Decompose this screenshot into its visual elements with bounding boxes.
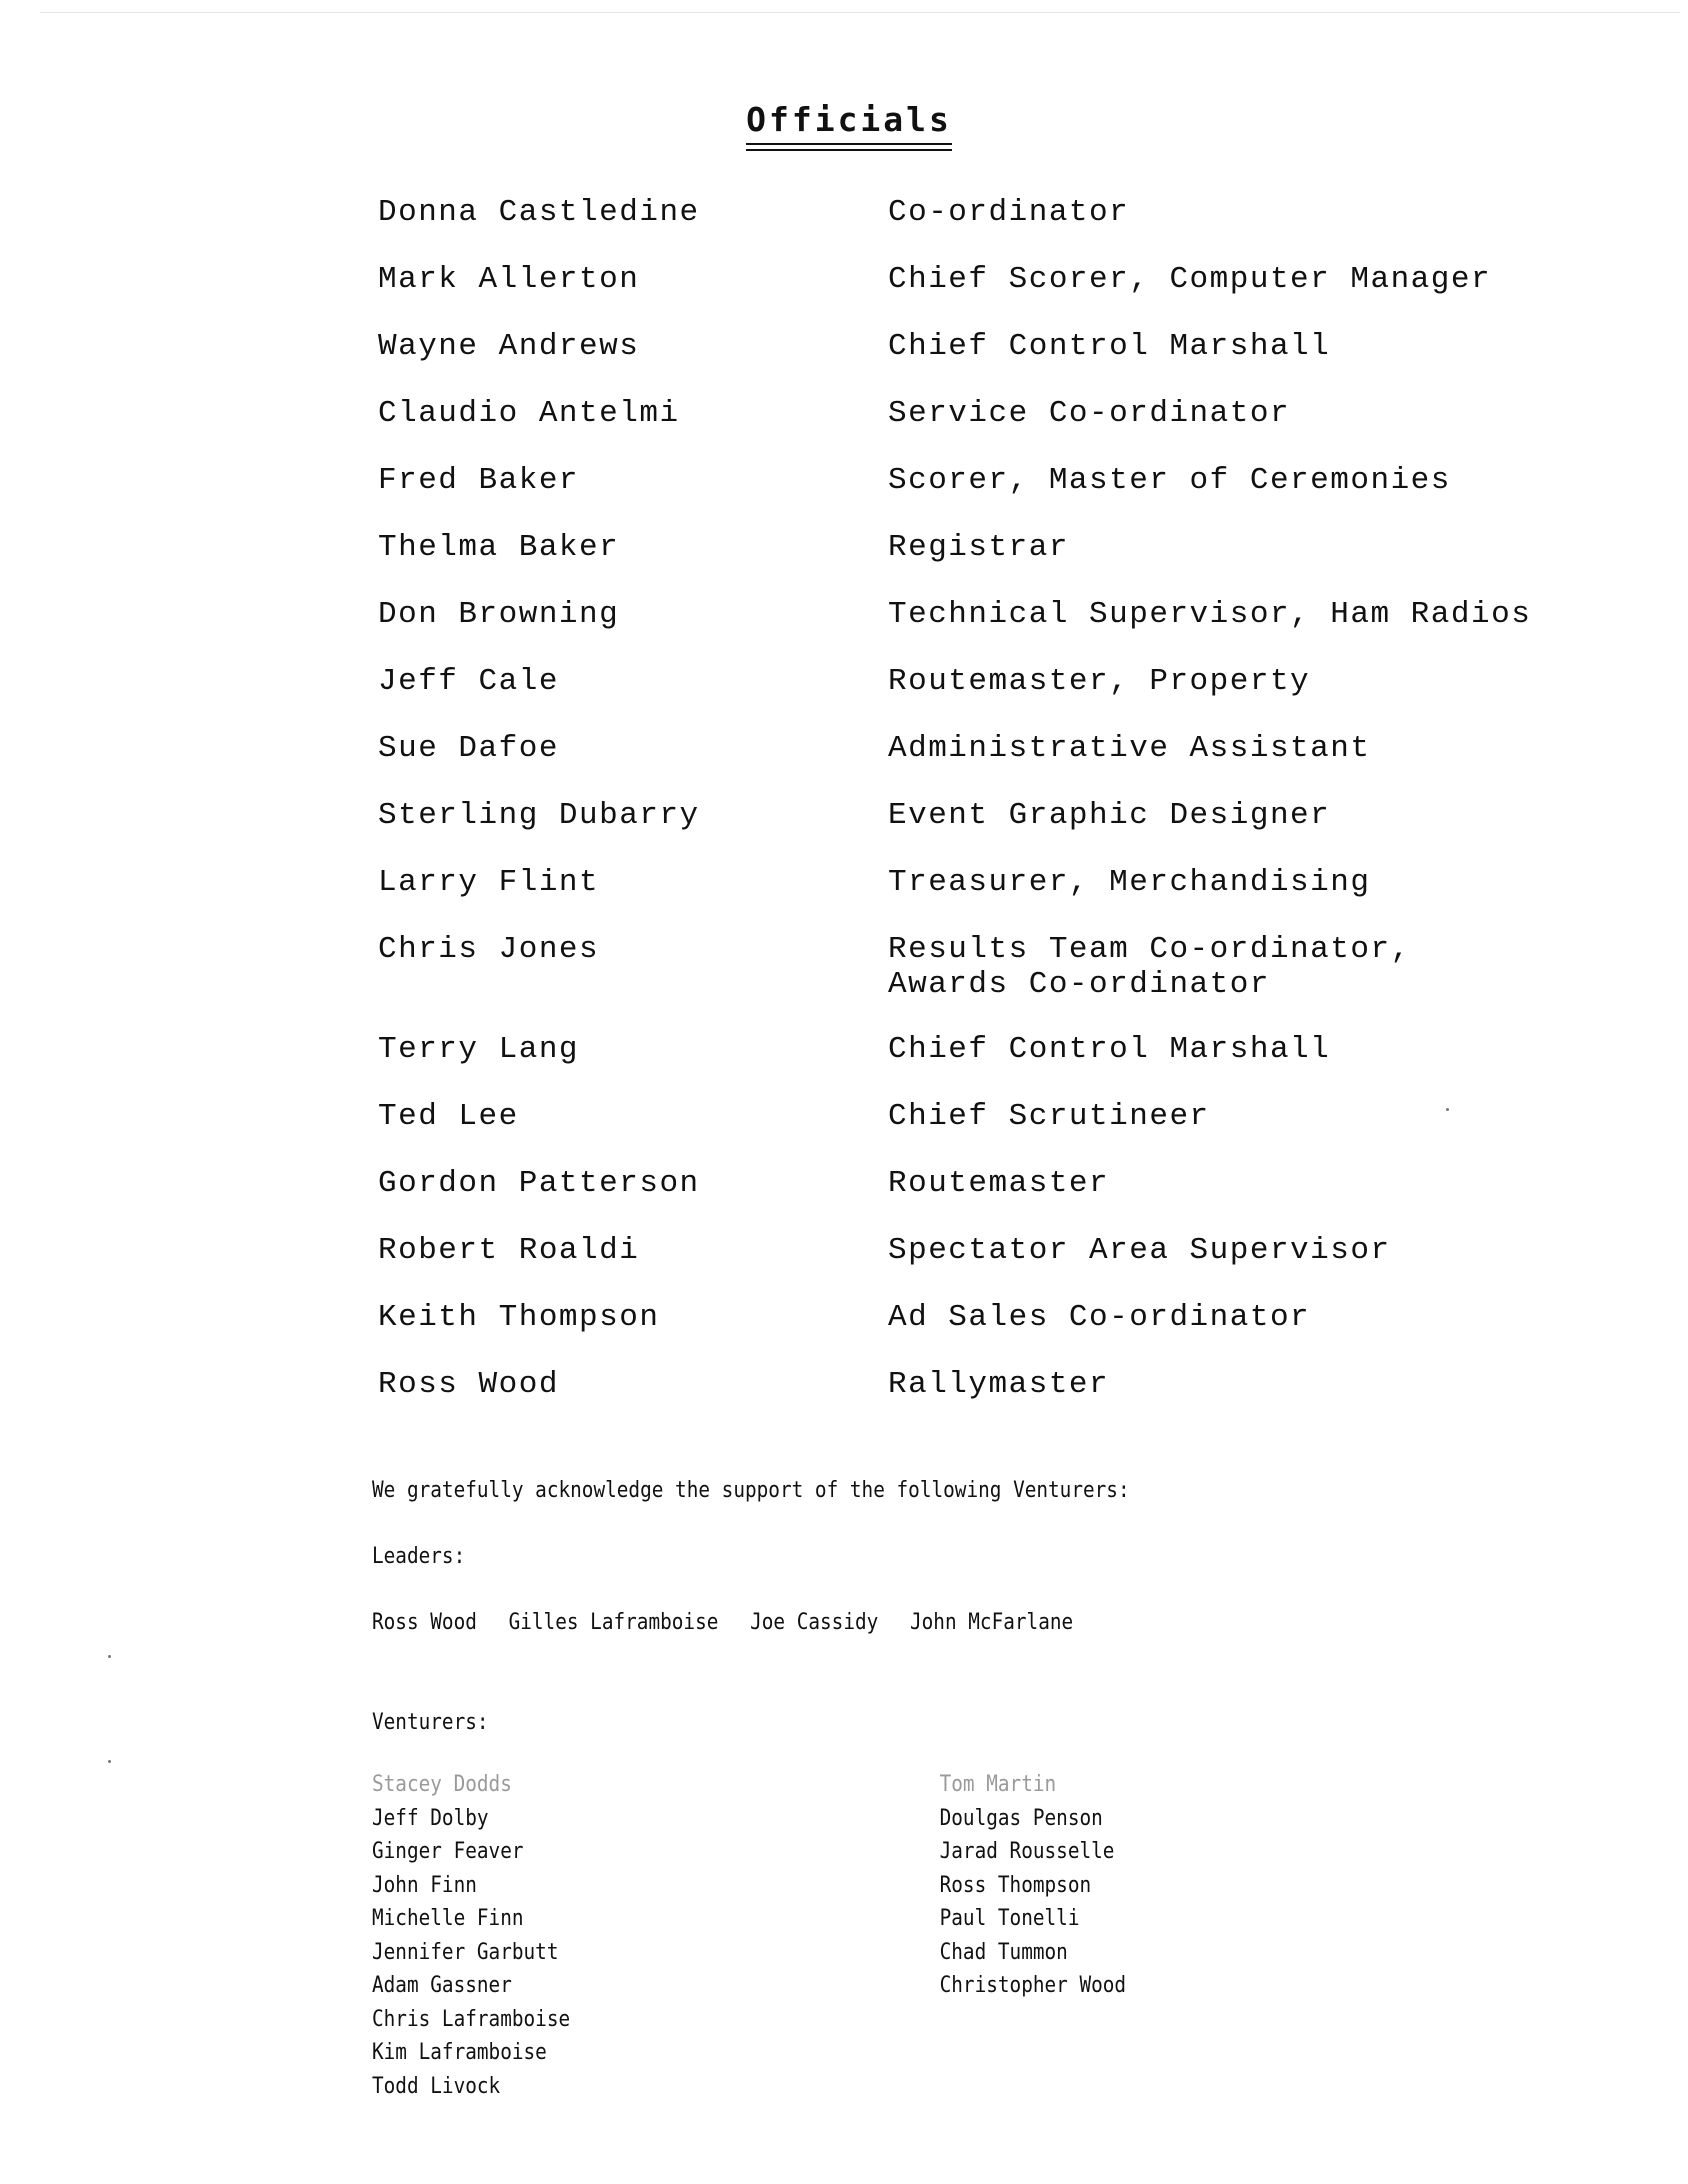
official-row	[378, 865, 1578, 932]
official-name: Jeff Cale	[378, 664, 559, 699]
official-row	[378, 1166, 1578, 1233]
official-name: Sue Dafoe	[378, 731, 559, 766]
page-title-text: Officials	[746, 100, 952, 145]
official-role-line: Routemaster, Property	[888, 664, 1311, 699]
official-row	[378, 597, 1578, 664]
venturer-name: Chris Laframboise	[372, 2006, 571, 2032]
official-role-line: Service Co-ordinator	[888, 396, 1291, 431]
official-role-line: Chief Scrutineer	[888, 1099, 1210, 1134]
venturers-column-left	[372, 1768, 940, 2103]
official-role	[888, 664, 1310, 699]
venturer-name: Jennifer Garbutt	[372, 1939, 559, 1965]
official-name: Keith Thompson	[378, 1300, 660, 1335]
official-name: Ross Wood	[378, 1367, 559, 1402]
venturer-name: Chad Tummon	[939, 1939, 1068, 1965]
official-row	[378, 731, 1578, 798]
leaders-list	[372, 1610, 1507, 1710]
official-role	[888, 731, 1370, 766]
leader-name: Ross Wood	[372, 1610, 477, 1635]
official-role	[888, 195, 1129, 230]
official-role-line: Results Team Co-ordinator,	[888, 932, 1411, 967]
scan-speck	[108, 1760, 111, 1763]
acknowledgement-text: We gratefully acknowledge the support of the following Venturers:	[372, 1478, 1130, 1503]
official-role	[888, 530, 1069, 565]
official-name: Donna Castledine	[378, 195, 700, 230]
venturer-name: Adam Gassner	[372, 1973, 512, 1998]
official-role-line: Chief Scorer, Computer Manager	[888, 262, 1492, 297]
official-row	[378, 1233, 1578, 1300]
official-role	[888, 262, 1491, 297]
official-role-line: Event Graphic Designer	[888, 798, 1331, 833]
official-role	[888, 597, 1531, 632]
official-name: Don Browning	[378, 597, 620, 632]
official-name: Robert Roaldi	[378, 1233, 640, 1268]
official-role	[888, 1099, 1210, 1134]
official-row	[378, 463, 1578, 530]
venturer-name: Tom Martin	[939, 1772, 1057, 1797]
venturer-name: Ginger Feaver	[372, 1839, 524, 1864]
official-row	[378, 195, 1578, 262]
official-name: Gordon Patterson	[378, 1166, 700, 1201]
official-role-line: Treasurer, Merchandising	[888, 865, 1371, 900]
official-role	[888, 1233, 1391, 1268]
leaders-label: Leaders:	[372, 1544, 466, 1569]
venturer-name: Christopher Wood	[939, 1973, 1127, 1998]
official-row	[378, 664, 1578, 731]
official-name: Ted Lee	[378, 1099, 519, 1134]
official-role	[888, 798, 1330, 833]
venturer-name: John Finn	[372, 1872, 477, 1898]
venturer-name: Doulgas Penson	[939, 1805, 1103, 1831]
venturer-name: Michelle Finn	[372, 1906, 524, 1931]
page-top-edge	[40, 12, 1680, 13]
leader-name: John McFarlane	[909, 1610, 1074, 1635]
leader-name: Gilles Laframboise	[508, 1610, 719, 1635]
official-role	[888, 329, 1330, 364]
official-role	[888, 1166, 1109, 1201]
venturers-column-right	[940, 1768, 1508, 2103]
official-role	[888, 1367, 1109, 1402]
official-name: Thelma Baker	[378, 530, 620, 565]
official-role-line: Rallymaster	[888, 1367, 1110, 1402]
official-row	[378, 329, 1578, 396]
official-name: Terry Lang	[378, 1032, 580, 1067]
official-role-line: Routemaster	[888, 1166, 1110, 1201]
official-role-line: Technical Supervisor, Ham Radios	[888, 597, 1532, 632]
official-role-line: Chief Control Marshall	[888, 329, 1331, 364]
official-name: Claudio Antelmi	[378, 396, 680, 431]
official-role	[888, 1032, 1330, 1067]
venturer-name: Todd Livock	[372, 2073, 501, 2099]
venturer-name: Jarad Rousselle	[939, 1839, 1115, 1864]
official-row	[378, 798, 1578, 865]
official-role-line: Administrative Assistant	[888, 731, 1371, 766]
venturer-name: Kim Laframboise	[372, 2040, 547, 2065]
official-role	[888, 463, 1451, 498]
official-role-line: Co-ordinator	[888, 195, 1130, 230]
official-name: Mark Allerton	[378, 262, 640, 297]
venturers-label: Venturers:	[372, 1710, 489, 1735]
page-title	[0, 100, 1688, 145]
officials-list	[378, 195, 1578, 1434]
leader-name: Joe Cassidy	[750, 1610, 879, 1635]
official-role-line: Ad Sales Co-ordinator	[888, 1300, 1311, 1335]
official-row	[378, 396, 1578, 463]
venturer-name: Ross Thompson	[939, 1872, 1092, 1898]
scan-speck	[1446, 1108, 1449, 1111]
official-role-line: Chief Control Marshall	[888, 1032, 1331, 1067]
venturers-section	[372, 1478, 1507, 2103]
venturer-name: Paul Tonelli	[939, 1906, 1080, 1931]
official-row	[378, 530, 1578, 597]
official-role	[888, 1300, 1310, 1335]
official-name: Wayne Andrews	[378, 329, 640, 364]
official-role	[888, 396, 1290, 431]
scan-speck	[108, 1655, 111, 1658]
venturer-name: Jeff Dolby	[372, 1805, 489, 1831]
venturers-columns	[372, 1768, 1507, 2103]
official-role	[888, 932, 1411, 1002]
official-row	[378, 932, 1578, 1032]
official-row	[378, 1032, 1578, 1099]
official-name: Fred Baker	[378, 463, 580, 498]
official-row	[378, 1099, 1578, 1166]
official-role-line: Spectator Area Supervisor	[888, 1233, 1391, 1268]
official-row	[378, 1300, 1578, 1367]
official-name: Sterling Dubarry	[378, 798, 700, 833]
official-name: Larry Flint	[378, 865, 600, 900]
official-role-line: Registrar	[888, 530, 1069, 565]
official-row	[378, 262, 1578, 329]
official-name: Chris Jones	[378, 932, 600, 967]
official-role-line: Scorer, Master of Ceremonies	[888, 463, 1451, 498]
official-row	[378, 1367, 1578, 1434]
official-role-line: Awards Co-ordinator	[888, 967, 1270, 1002]
official-role	[888, 865, 1370, 900]
venturer-name: Stacey Dodds	[372, 1772, 512, 1797]
